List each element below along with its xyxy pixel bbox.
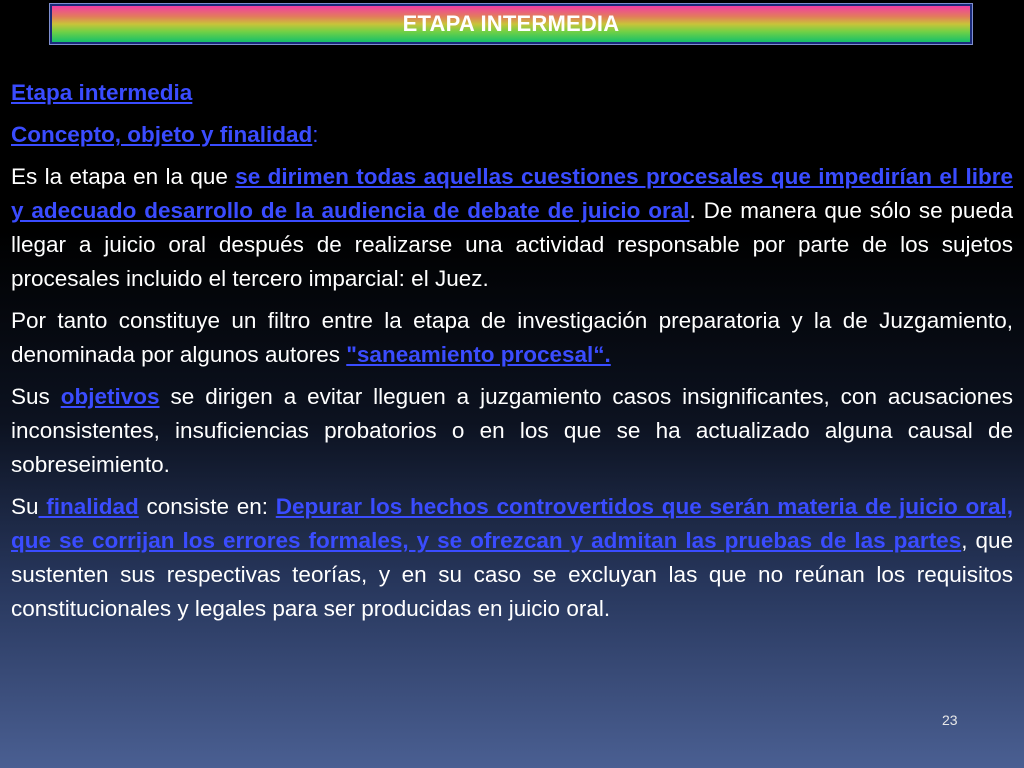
paragraph-definition <box>11 160 1013 296</box>
heading-concepto <box>11 118 1013 152</box>
paragraph-filter-text: Por tanto constituye un filtro entre la etapa de investigación preparatoria y la de Juzgamiento, denominada por algunos autores <box>11 308 1013 367</box>
heading-etapa-intermedia <box>11 76 1013 110</box>
definition-link[interactable]: se dirimen todas aquellas cuestiones procesales que impedirían el libre y adecuado desarrollo de la audiencia de debate de juicio oral <box>11 164 1013 223</box>
objetivos-link[interactable]: objetivos <box>60 384 160 409</box>
paragraph-filter <box>11 304 1013 372</box>
paragraph-objectives-text-start: Sus <box>11 384 61 409</box>
paragraph-purpose-text-consiste: consiste en: <box>138 494 276 519</box>
slide-content <box>11 76 1013 634</box>
depurar-link[interactable]: Depurar los hechos controvertidos que serán materia de juicio oral, que se corrijan los errores formales, y se ofrezcan y admitan las pruebas de las partes <box>11 494 1013 553</box>
etapa-intermedia-link[interactable]: Etapa intermedia <box>11 80 193 105</box>
concepto-colon: : <box>312 122 319 147</box>
paragraph-definition-text-end: . De manera que sólo se pueda llegar a juicio oral después de realizarse una actividad responsable por parte de los sujetos procesales incluido el tercero imparcial: el Juez. <box>11 198 1013 291</box>
concepto-link[interactable]: Concepto, objeto y finalidad <box>11 122 313 147</box>
paragraph-definition-text-start: Es la etapa en la que <box>11 164 236 189</box>
paragraph-purpose-text-end: , que sustenten sus respectivas teorías, y en su caso se excluyan las que no reúnan los requisitos constitucionales y legales para ser producidas en juicio oral. <box>11 528 1013 621</box>
saneamiento-procesal-link[interactable]: "saneamiento procesal“. <box>346 342 611 367</box>
page-number: 23 <box>942 712 958 728</box>
slide-title: ETAPA INTERMEDIA <box>402 11 620 36</box>
finalidad-link[interactable]: finalidad <box>38 494 139 519</box>
paragraph-purpose-text-su: Su <box>11 494 39 519</box>
paragraph-objectives <box>11 380 1013 482</box>
title-banner <box>50 4 972 44</box>
paragraph-purpose <box>11 490 1013 626</box>
paragraph-objectives-text-end: se dirigen a evitar lleguen a juzgamiento casos insignificantes, con acusaciones inconsistentes, insuficiencias probatorios o en los que se ha actualizado alguna causal de sobreseimiento. <box>11 384 1013 477</box>
